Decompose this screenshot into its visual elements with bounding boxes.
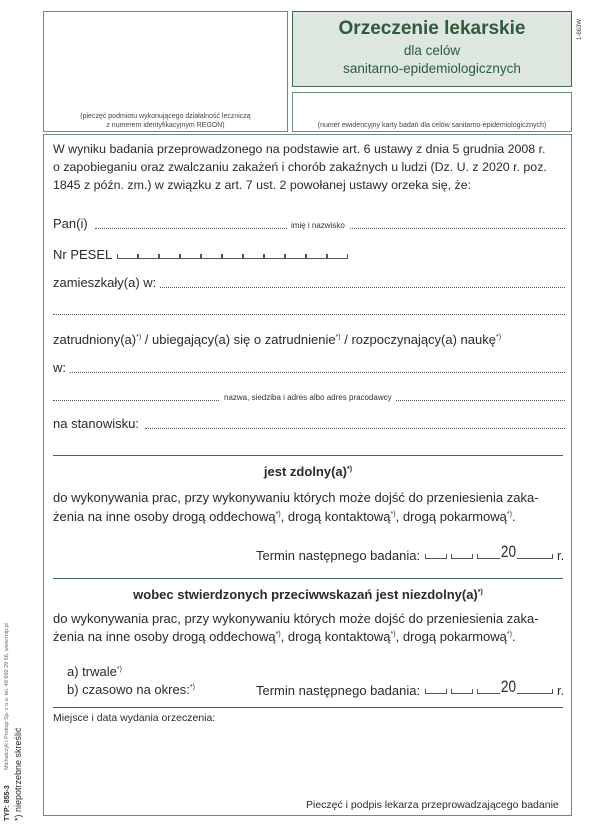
pesel-digit-cell[interactable] bbox=[285, 254, 306, 259]
unfit-month-field[interactable] bbox=[451, 689, 473, 694]
unfit-day-field[interactable] bbox=[425, 689, 447, 694]
unfit-line-2: żenia na inne osoby drogą oddechową*), drogą kontaktową*), drogą pokarmową*). bbox=[53, 629, 516, 644]
fit-next-exam-label: Termin następnego badania: bbox=[256, 548, 421, 563]
intro-line-2: o zapobieganiu oraz zwalczaniu zakażeń i chorób zakaźnych u ludzi (Dz. U. z 2020 r. poz. bbox=[53, 160, 547, 174]
stamp-caption: (pieczęć podmiotu wykonującego działalność leczniczą z numerem identyfikacyjnym REGON) bbox=[80, 113, 251, 129]
fit-line-2: żenia na inne osoby drogą oddechową*), drogą kontaktową*), drogą pokarmową*). bbox=[53, 509, 516, 524]
document-subtitle-2: sanitarno-epidemiologicznych bbox=[343, 61, 521, 76]
intro-line-1: W wyniku badania przeprowadzonego na podstawie art. 6 ustawy z dnia 5 grudnia 2008 r. bbox=[53, 142, 546, 156]
unfit-line-1: do wykonywania prac, przy wykonywaniu których może dojść do przeniesienia zaka- bbox=[53, 611, 539, 626]
fit-year-suffix: r. bbox=[557, 548, 565, 563]
employer-input-line-1[interactable] bbox=[70, 372, 565, 373]
record-number-caption: (numer ewidencyjny karty badań dla celów sanitarno-epidemiologicznych) bbox=[317, 122, 547, 129]
fit-line-1: do wykonywania prac, przy wykonywaniu których może dojść do przeniesienia zaka- bbox=[53, 490, 539, 505]
fit-year-prefix: 20 bbox=[500, 542, 517, 561]
pesel-digit-cell[interactable] bbox=[327, 254, 348, 259]
position-label: na stanowisku: bbox=[53, 416, 139, 431]
pesel-digit-cell[interactable] bbox=[117, 254, 138, 259]
pesel-digit-cell[interactable] bbox=[222, 254, 243, 259]
pesel-digit-cell[interactable] bbox=[264, 254, 285, 259]
pesel-digit-cell[interactable] bbox=[243, 254, 264, 259]
pesel-digit-cell[interactable] bbox=[306, 254, 327, 259]
unfit-option-temporary[interactable]: b) czasowo na okres:*) bbox=[67, 682, 195, 697]
address-input-line-2[interactable] bbox=[53, 314, 565, 315]
unfit-next-exam-label: Termin następnego badania: bbox=[256, 683, 421, 698]
fit-month-field[interactable] bbox=[451, 554, 473, 559]
pesel-digit-cell[interactable] bbox=[180, 254, 201, 259]
unfit-year-suffix: r. bbox=[557, 683, 565, 698]
position-input-line[interactable] bbox=[145, 428, 565, 429]
fit-heading[interactable]: jest zdolny(a)*) bbox=[263, 464, 353, 479]
unfit-heading[interactable]: wobec stwierdzonych przeciwwskazań jest niezdolny(a)*) bbox=[133, 587, 483, 602]
section-divider-1 bbox=[53, 455, 563, 456]
pesel-digit-cell[interactable] bbox=[159, 254, 180, 259]
address-input-line-1[interactable] bbox=[160, 287, 565, 288]
unfit-option-permanent[interactable]: a) trwale*) bbox=[67, 664, 122, 679]
unfit-year-prefix: 20 bbox=[500, 677, 517, 696]
pesel-digit-cell[interactable] bbox=[138, 254, 159, 259]
place-date-label: Miejsce i data wydania orzeczenia: bbox=[53, 712, 216, 724]
side-note: *) niepotrzebne skreślić bbox=[13, 727, 23, 821]
corner-code: 1-663W bbox=[577, 18, 583, 40]
employer-hint: nazwa, siedziba i adres albo adres pracodawcy bbox=[220, 393, 396, 402]
intro-line-3: 1845 z późn. zm.) w związku z art. 7 ust. 2 powołanej ustawy orzeka się, że: bbox=[53, 178, 472, 192]
pesel-digit-cell[interactable] bbox=[201, 254, 222, 259]
pesel-label: Nr PESEL bbox=[53, 247, 113, 262]
employment-status: zatrudniony(a)*) / ubiegający(a) się o zatrudnienie*) / rozpoczynający(a) naukę*) bbox=[53, 332, 502, 347]
name-label: Pan(i) bbox=[53, 216, 88, 231]
employer-in-label: w: bbox=[53, 360, 66, 375]
document-title: Orzeczenie lekarskie bbox=[338, 18, 526, 39]
address-label: zamieszkały(a) w: bbox=[53, 275, 157, 290]
section-divider-3 bbox=[53, 707, 563, 708]
fit-day-field[interactable] bbox=[425, 554, 447, 559]
document-subtitle-1: dla celów bbox=[403, 43, 461, 58]
side-publisher: Michalczyk i Prokop Sp. z o.o. tel. 48 660 29 56, www.mip.pl bbox=[4, 623, 10, 770]
signature-label: Pieczęć i podpis lekarza przeprowadzającego badanie bbox=[306, 799, 559, 811]
side-form-id: TYP: 855-3 bbox=[4, 785, 11, 821]
name-hint: imię i nazwisko bbox=[287, 221, 349, 230]
section-divider-2 bbox=[53, 578, 563, 579]
